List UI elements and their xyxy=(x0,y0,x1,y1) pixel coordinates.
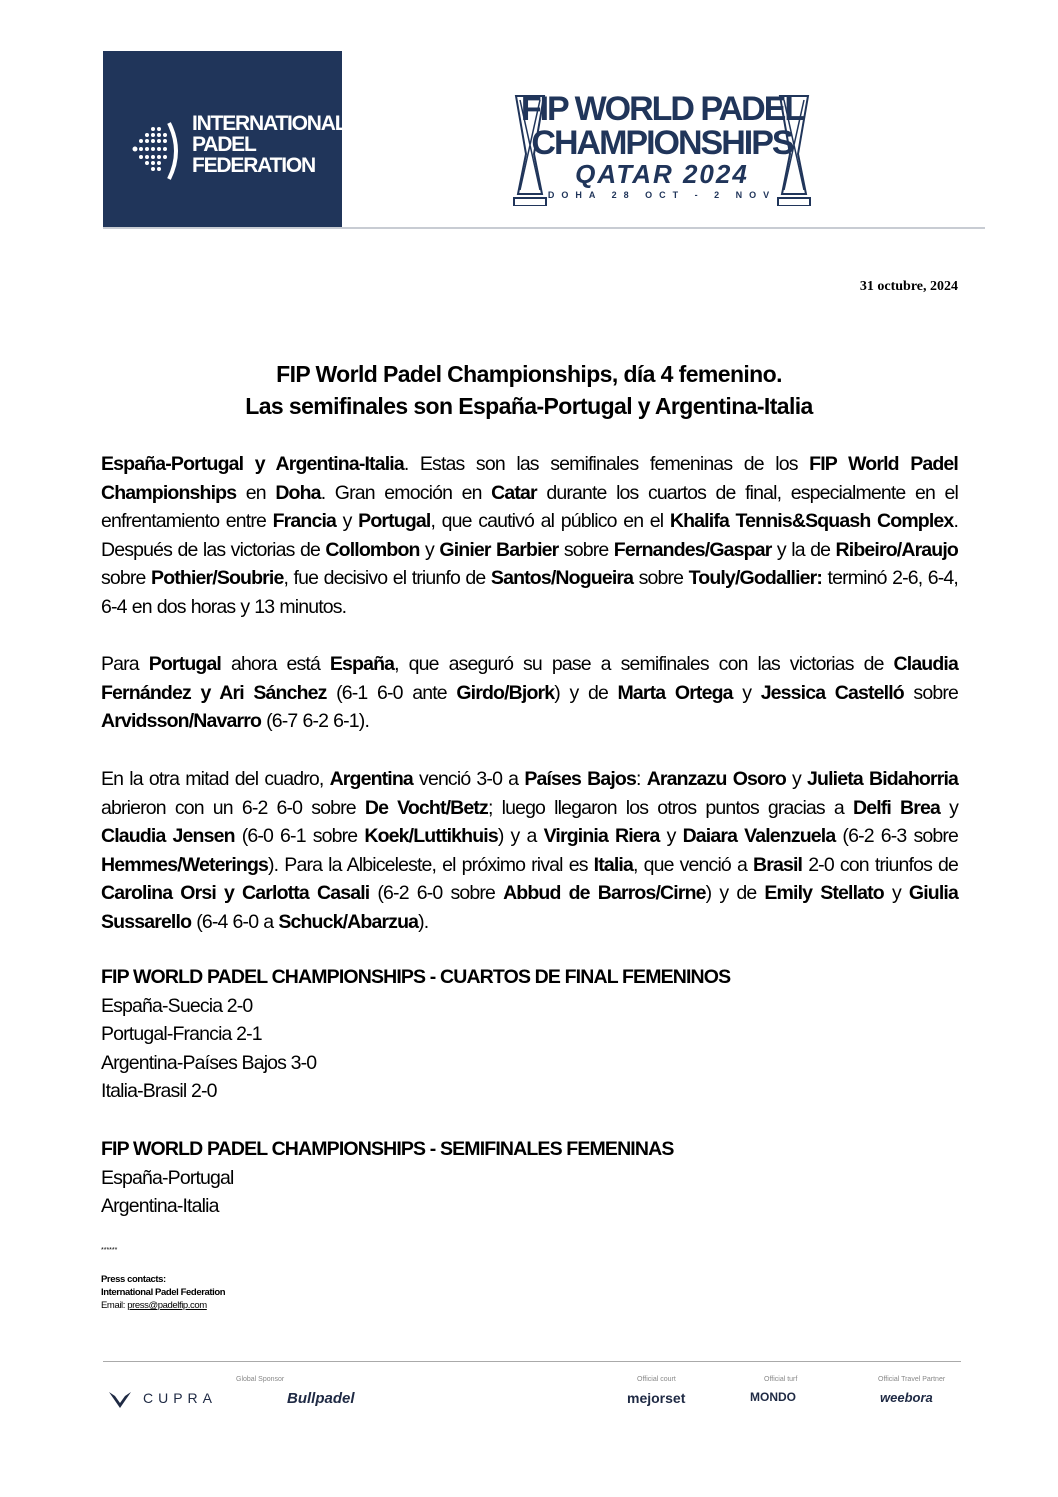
text: (6-2 6-3 sobre xyxy=(835,825,958,848)
text: en xyxy=(236,481,276,504)
text: En la otra mitad del cuadro, xyxy=(101,768,330,790)
result-item: España-Suecia 2-0 xyxy=(101,994,253,1017)
text: ). Para la Albiceleste, el próximo rival es xyxy=(268,853,594,876)
text: ) y de xyxy=(554,681,618,704)
text: (6-0 6-1 sobre xyxy=(234,825,365,848)
bold-text: Francia xyxy=(272,510,337,533)
bold-text: Italia xyxy=(593,853,633,876)
bold-text: Marta Ortega xyxy=(617,681,733,704)
trophy-icon xyxy=(776,94,812,206)
text: 2-0 con triunfos de xyxy=(802,853,959,876)
fip-logo-line: PADEL xyxy=(192,133,256,156)
bold-text: Touly/Godallier: xyxy=(688,567,823,590)
event-logo-line: DOHA 28 OCT - 2 NOV xyxy=(547,190,777,200)
bold-text: España-Portugal y Argentina-Italia xyxy=(101,453,404,475)
match-item: España-Portugal xyxy=(101,1166,234,1189)
quarterfinals-section xyxy=(101,963,730,1106)
bold-text: Claudia Jensen xyxy=(101,825,235,848)
text: ) y de xyxy=(705,882,765,905)
bold-text: Collombon xyxy=(325,538,420,561)
bold-text: Giulia Sussarello xyxy=(101,882,958,933)
text: , que venció a xyxy=(633,853,754,876)
sponsor-cupra: CUPRA xyxy=(143,1390,218,1406)
bold-text: Catar xyxy=(491,481,537,504)
text: ). xyxy=(418,910,429,933)
page-title xyxy=(0,358,1058,422)
footer-label: Official court xyxy=(637,1376,676,1383)
bold-text: Koek/Luttikhuis xyxy=(364,825,498,848)
bold-text: Doha xyxy=(275,481,321,504)
bold-text: Pothier/Soubrie xyxy=(151,567,284,590)
bold-text: Países Bajos xyxy=(524,768,636,790)
bold-text: Emily Stellato xyxy=(764,882,884,905)
text: (6-1 6-0 ante xyxy=(326,681,457,704)
bold-text: Santos/Nogueira xyxy=(490,567,634,590)
title-line-1: FIP World Padel Championships, día 4 femenino. xyxy=(276,361,782,387)
bold-text: Delfi Brea xyxy=(852,796,941,819)
bold-text: Julieta Bidahorria xyxy=(807,768,959,790)
event-logo-line: CHAMPIONSHIPS xyxy=(531,124,793,162)
bold-text: Arvidsson/Navarro xyxy=(101,710,262,733)
text: durante los cuartos de final, especialmente en el enfrentamiento entre xyxy=(101,481,958,533)
text: (6-2 6-0 sobre xyxy=(369,882,504,905)
bold-text: Portugal xyxy=(358,510,431,533)
text: sobre xyxy=(558,538,614,561)
footer-divider xyxy=(103,1361,961,1362)
sponsor-weebora: weebora xyxy=(880,1390,933,1405)
text: . Gran emoción en xyxy=(320,481,492,504)
text: abrieron con un 6-2 6-0 sobre xyxy=(101,796,365,819)
sponsor-mejorset: mejorset xyxy=(627,1390,686,1406)
bold-text: Abbud de Barros/Cirne xyxy=(503,882,706,905)
bold-text: De Vocht/Betz xyxy=(364,796,488,819)
match-item: Argentina-Italia xyxy=(101,1195,219,1218)
bold-text: Argentina xyxy=(329,768,413,790)
paragraph xyxy=(101,450,958,622)
bold-text: Claudia Fernández y Ari Sánchez xyxy=(101,653,958,704)
bold-text: Girdo/Bjork xyxy=(456,681,555,704)
bold-text: Carolina Orsi y Carlotta Casali xyxy=(101,882,370,905)
text: sobre xyxy=(633,567,689,590)
cupra-emblem-icon xyxy=(108,1391,132,1409)
text: , que aseguró su pase a semifinales con las victorias de xyxy=(394,653,894,675)
footer-label: Official turf xyxy=(764,1376,798,1383)
bold-text: Fernandes/Gaspar xyxy=(613,538,772,561)
bold-text: Hemmes/Weterings xyxy=(101,853,269,876)
footer-label: Official Travel Partner xyxy=(878,1376,946,1383)
bold-text: Khalifa Tennis&Squash Complex xyxy=(669,510,954,533)
event-logo xyxy=(512,92,812,210)
text: . Estas son las semifinales femeninas de los xyxy=(403,453,810,475)
text: (6-4 6-0 a xyxy=(191,910,279,933)
date: 31 octubre, 2024 xyxy=(859,279,958,294)
paragraph xyxy=(101,650,958,736)
text: , fue decisivo el triunfo de xyxy=(283,567,491,590)
event-logo-line: QATAR 2024 xyxy=(575,159,749,189)
text: ; luego llegaron los otros puntos gracias a xyxy=(487,796,853,819)
semifinals-section xyxy=(101,1135,674,1221)
text: terminó 2-6, 6-4, 6-4 en dos horas y 13 minutos. xyxy=(101,567,958,618)
result-item: Italia-Brasil 2-0 xyxy=(101,1080,217,1103)
email-label: Email: xyxy=(101,1300,128,1311)
text: venció 3-0 a xyxy=(412,768,525,790)
section-heading: FIP WORLD PADEL CHAMPIONSHIPS - CUARTOS DE FINAL FEMENINOS xyxy=(101,966,731,988)
text: y xyxy=(883,882,909,905)
bold-text: Brasil xyxy=(753,853,803,876)
sponsor-mondo: MONDO xyxy=(750,1390,796,1404)
bold-text: Jessica Castelló xyxy=(760,681,904,704)
text: . Después de las victorias de xyxy=(101,510,959,561)
fip-logo-line: FEDERATION xyxy=(192,154,315,177)
bold-text: Virginia Riera xyxy=(543,825,660,848)
sponsor-bullpadel: Bullpadel xyxy=(287,1390,355,1407)
text: sobre xyxy=(903,681,958,704)
bold-text: Schuck/Abarzua xyxy=(278,910,419,933)
bold-text: Aranzazu Osoro xyxy=(646,768,786,790)
text: (6-7 6-2 6-1). xyxy=(261,710,370,733)
event-logo-line: FIP WORLD PADEL xyxy=(520,90,804,128)
press-label: Press contacts: xyxy=(101,1274,166,1285)
text: : xyxy=(636,768,647,790)
text: ahora está xyxy=(221,653,330,675)
section-heading: FIP WORLD PADEL CHAMPIONSHIPS - SEMIFINALES FEMENINAS xyxy=(101,1138,674,1160)
padel-ball-icon xyxy=(131,121,183,183)
press-org: International Padel Federation xyxy=(101,1287,226,1298)
text: y xyxy=(940,796,958,819)
bold-text: FIP World Padel Championships xyxy=(101,453,958,504)
text: y la de xyxy=(771,538,836,561)
email-link[interactable]: press@padelfip.com xyxy=(127,1300,207,1311)
fip-logo xyxy=(103,51,347,228)
bold-text: Daiara Valenzuela xyxy=(682,825,836,848)
fip-logo-line: INTERNATIONAL xyxy=(192,112,347,135)
text: y xyxy=(336,510,359,533)
bold-text: Ginier Barbier xyxy=(439,538,559,561)
trophy-icon xyxy=(512,94,548,206)
footer-label: Global Sponsor xyxy=(236,1376,285,1383)
bold-text: Ribeiro/Araujo xyxy=(835,538,958,561)
text: Para xyxy=(101,653,149,675)
separator: ****** xyxy=(101,1247,118,1254)
press-contacts xyxy=(101,1273,225,1312)
result-item: Argentina-Países Bajos 3-0 xyxy=(101,1051,317,1074)
bold-text: Portugal xyxy=(148,653,222,675)
text: y xyxy=(419,538,440,561)
bold-text: España xyxy=(329,653,395,675)
text: y xyxy=(659,825,683,848)
text: y xyxy=(785,768,808,790)
result-item: Portugal-Francia 2-1 xyxy=(101,1023,262,1046)
text: , que cautivó al público en el xyxy=(430,510,670,533)
title-line-2: Las semifinales son España-Portugal y Argentina-Italia xyxy=(245,393,813,419)
text: sobre xyxy=(101,567,152,590)
header-divider xyxy=(103,227,985,229)
text: y xyxy=(732,681,761,704)
paragraph xyxy=(101,765,958,937)
text: ) y a xyxy=(497,825,544,848)
